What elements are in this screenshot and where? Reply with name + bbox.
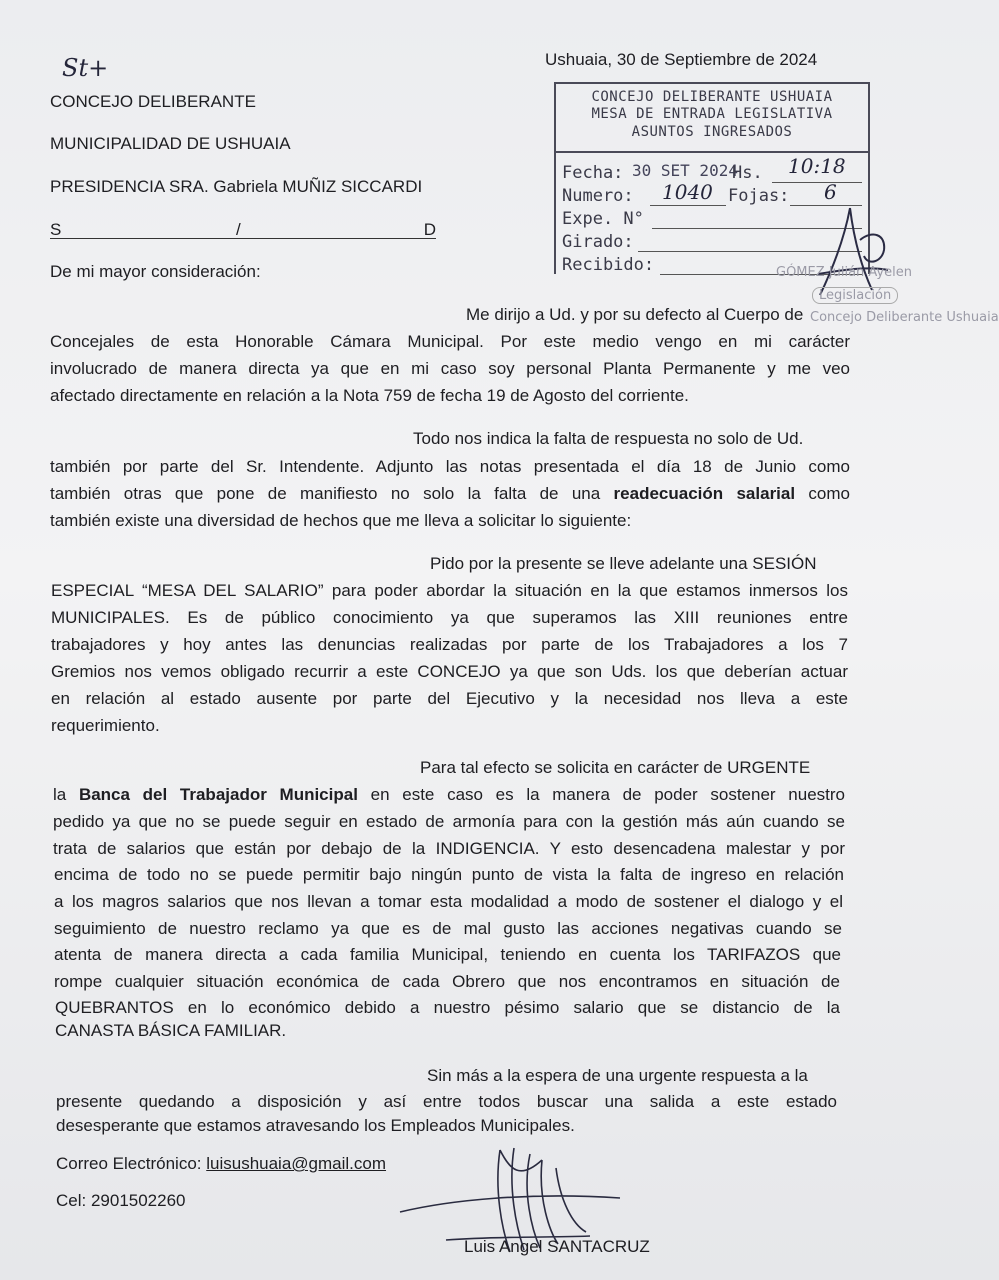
receiver-name: GÓMEZ Julián Ayelen	[776, 265, 912, 280]
slash: /	[236, 220, 241, 239]
p2-line-3	[50, 484, 850, 504]
p4-line-1: Para tal efecto se solicita en carácter de URGENTE	[420, 758, 811, 777]
stamp-line-1: CONCEJO DELIBERANTE USHUAIA	[591, 89, 833, 105]
p2-line-2: también por parte del Sr. Intendente. Adjunto las notas presentada el día 18 de Junio como	[50, 457, 850, 476]
recipient-line-2: MUNICIPALIDAD DE USHUAIA	[50, 134, 291, 153]
stamp-line-3: ASUNTOS INGRESADOS	[631, 124, 793, 140]
p4-line-6: a los magros salarios que nos llevan a tomar esta modalidad a modo de sostener el dialogo y el	[54, 892, 843, 911]
receiver-dept: Legislación	[812, 287, 898, 304]
phone: Cel: 2901502260	[56, 1191, 186, 1210]
p4-line-10: QUEBRANTOS en lo económico debido a nuestro pésimo salario que se distancio de la	[55, 998, 840, 1017]
email-link[interactable]: luisushuaia@gmail.com	[206, 1154, 387, 1173]
p5-line-3: desesperante que estamos atravesando los Empleados Municipales.	[56, 1116, 575, 1135]
email-label: Correo Electrónico:	[56, 1154, 207, 1173]
p2-line-3-text: también otras que pone de manifiesto no solo la falta de una	[50, 484, 614, 503]
stamp-divider	[556, 151, 868, 153]
p4-line-2-head: la	[53, 785, 79, 804]
stamp-numero-label: Numero:	[562, 186, 634, 206]
stamp-fecha-label: Fecha:	[562, 163, 624, 183]
p3-line-3: MUNICIPALES. Es de público conocimiento ya que superamos las XIII reuniones entre	[51, 608, 848, 627]
p4-line-2-tail: en este caso es la manera de poder sostener nuestro	[357, 785, 845, 804]
p3-line-5: Gremios nos vemos obligado recurrir a este CONCEJO ya que son Uds. los que deberían actuar	[51, 662, 848, 681]
handwritten-initials: St+	[62, 54, 109, 82]
p1-line-2: Concejales de esta Honorable Cámara Municipal. Por este medio vengo en mi carácter	[50, 332, 850, 351]
signer-name: Luis Angel SANTACRUZ	[464, 1237, 650, 1256]
p1-line-3: involucrado de manera directa ya que en mi caso soy personal Planta Permanente y me veo	[50, 359, 850, 378]
p3-line-7: requerimiento.	[51, 716, 160, 735]
p4-line-11: CANASTA BÁSICA FAMILIAR.	[55, 1021, 287, 1040]
p5-line-1: Sin más a la espera de una urgente respuesta a la	[427, 1066, 808, 1085]
p2-line-3-tail: como	[795, 484, 850, 503]
s-letter: S	[50, 220, 62, 239]
stamp-numero-value: 1040	[662, 180, 713, 204]
stamp-hs-value: 10:18	[788, 154, 846, 178]
stamp-numero-line	[650, 205, 726, 206]
stamp-girado-label: Girado:	[562, 232, 634, 252]
email-line	[56, 1154, 386, 1174]
p4-line-9: rompe cualquier situación económica de cada Obrero que nos encontramos en situación de	[54, 972, 840, 991]
p4-line-8: atenta de manera directa a cada familia Municipal, teniendo en cuenta los TARIFAZOS que	[54, 945, 841, 964]
p3-line-6: en relación al estado ausente por parte del Ejecutivo y la necesidad nos lleva a este	[51, 689, 848, 708]
stamp-hs-line	[772, 182, 862, 183]
receiver-org: Concejo Deliberante Ushuaia	[810, 310, 999, 325]
s-d-line	[50, 220, 436, 239]
p1-line-1: Me dirijo a Ud. y por su defecto al Cuerpo de	[466, 305, 804, 324]
place-date: Ushuaia, 30 de Septiembre de 2024	[545, 50, 818, 69]
p2-bold-readecuacion: readecuación salarial	[613, 484, 796, 503]
p4-line-2	[53, 785, 845, 805]
stamp-hs-label: Hs.	[732, 163, 763, 183]
stamp-expe-label: Expe. N°	[562, 209, 644, 229]
p5-line-2: presente quedando a disposición y así entre todos buscar una salida a este estado	[56, 1092, 837, 1111]
p4-line-7: seguimiento de nuestro reclamo ya que es de mal gusto las acciones negativas cuando se	[54, 919, 842, 938]
p3-line-2: ESPECIAL “MESA DEL SALARIO” para poder abordar la situación en la que estamos inmersos los	[51, 581, 848, 600]
recipient-line-1: CONCEJO DELIBERANTE	[50, 92, 256, 111]
stamp-fojas-value: 6	[824, 180, 837, 204]
p4-bold-banca: Banca del Trabajador Municipal	[78, 785, 358, 804]
p4-line-3: pedido ya que no se puede seguir en estado de armonía para con la gestión más aún cuando se	[53, 812, 845, 831]
stamp-recibido-label: Recibido:	[562, 255, 655, 275]
salutation: De mi mayor consideración:	[50, 262, 261, 281]
stamp-line-2: MESA DE ENTRADA LEGISLATIVA	[591, 106, 833, 122]
p3-line-1: Pido por la presente se lleve adelante una SESIÓN	[430, 554, 817, 573]
p4-line-4: trata de salarios que están por debajo de la INDIGENCIA. Y esto desencadena malestar y por	[53, 839, 845, 858]
p2-line-4: también existe una diversidad de hechos que me lleva a solicitar lo siguiente:	[50, 511, 632, 530]
stamp-fecha-value: 30 SET 2024	[632, 161, 738, 180]
d-letter: D	[423, 220, 436, 239]
p3-line-4: trabajadores y hoy antes las denuncias realizadas por parte de los Trabajadores a los 7	[51, 635, 848, 654]
p2-line-1: Todo nos indica la falta de respuesta no solo de Ud.	[413, 429, 804, 448]
recipient-line-3: PRESIDENCIA SRA. Gabriela MUÑIZ SICCARDI	[50, 177, 423, 196]
stamp-fojas-label: Fojas:	[728, 186, 790, 206]
p1-line-4: afectado directamente en relación a la Nota 759 de fecha 19 de Agosto del corriente.	[50, 386, 689, 405]
p4-line-5: encima de todo no se puede permitir bajo ningún punto de vista la falta de ingreso en relación	[54, 865, 844, 884]
